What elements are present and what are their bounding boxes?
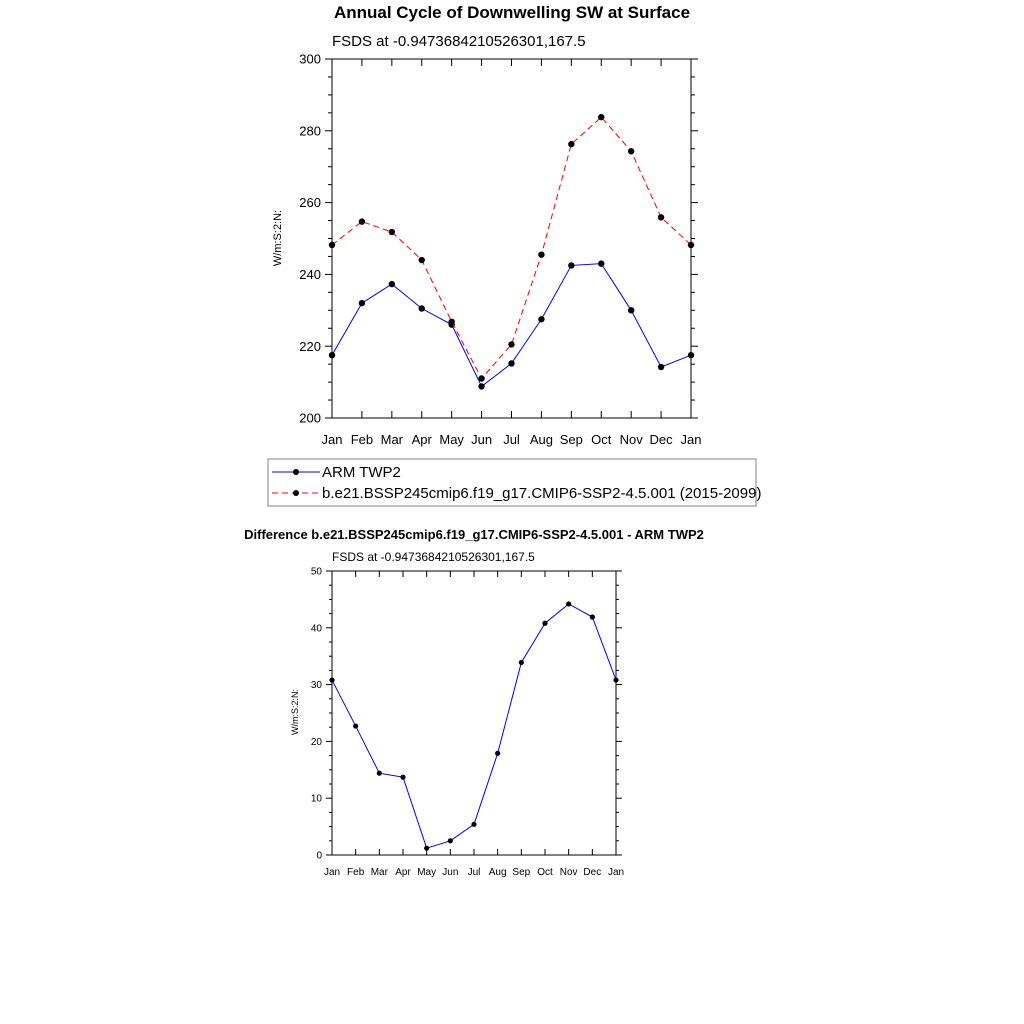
legend-label-model: b.e21.BSSP245cmip6.f19_g17.CMIP6-SSP2-4.5.001 (2015-2099) — [322, 485, 762, 502]
y-tick-label: 300 — [299, 51, 321, 67]
series-point-1 — [448, 319, 454, 325]
series-point-0 — [568, 262, 574, 268]
x-tick-label: Oct — [591, 432, 612, 447]
series-point-1 — [658, 214, 664, 220]
series-point-1 — [419, 257, 425, 263]
bottom-series-group — [329, 601, 618, 850]
top-chart — [272, 3, 701, 447]
series-point-0 — [688, 352, 694, 358]
series-point-0 — [377, 771, 382, 776]
x-tick-label: Feb — [347, 867, 365, 878]
x-tick-label: May — [439, 432, 464, 447]
series-point-1 — [478, 375, 484, 381]
y-tick-label: 20 — [310, 736, 322, 748]
x-tick-label: Dec — [583, 867, 602, 878]
bottom-axis-ticks — [311, 567, 624, 879]
series-point-0 — [353, 723, 358, 728]
series-point-0 — [424, 846, 429, 851]
bottom-plot-frame — [332, 571, 616, 855]
x-tick-label: Mar — [370, 867, 388, 878]
series-point-0 — [519, 660, 524, 665]
series-line-1 — [332, 117, 691, 378]
series-point-0 — [359, 300, 365, 306]
x-tick-label: Jul — [503, 432, 520, 447]
series-point-1 — [568, 141, 574, 147]
series-point-0 — [538, 316, 544, 322]
bottom-chart-subtitle: FSDS at -0.9473684210526301,167.5 — [332, 550, 535, 564]
series-point-0 — [542, 621, 547, 626]
series-point-1 — [538, 251, 544, 257]
series-line-0 — [332, 604, 616, 848]
series-point-0 — [590, 614, 595, 619]
series-point-1 — [688, 242, 694, 248]
x-tick-label: Aug — [529, 432, 553, 447]
x-tick-label: Jan — [321, 432, 343, 447]
x-tick-label: May — [417, 867, 437, 878]
y-tick-label: 50 — [310, 566, 322, 578]
x-tick-label: Jan — [680, 432, 702, 447]
y-tick-label: 260 — [299, 195, 321, 211]
series-point-1 — [389, 229, 395, 235]
x-tick-label: Jun — [442, 867, 459, 878]
top-legend — [268, 459, 761, 506]
legend-label-arm: ARM TWP2 — [322, 464, 401, 481]
series-point-1 — [359, 218, 365, 224]
y-tick-label: 0 — [316, 850, 322, 862]
top-series-group — [329, 114, 694, 390]
x-tick-label: Nov — [559, 867, 578, 878]
y-tick-label: 10 — [310, 793, 322, 805]
bottom-chart-title: Difference b.e21.BSSP245cmip6.f19_g17.CMIP6-SSP2-4.5.001 - ARM TWP2 — [244, 527, 704, 542]
series-point-0 — [508, 360, 514, 366]
x-tick-label: Jan — [607, 867, 625, 878]
x-tick-label: Aug — [488, 867, 507, 878]
x-tick-label: Apr — [395, 867, 411, 878]
x-tick-label: Mar — [380, 432, 404, 447]
x-tick-label: Oct — [537, 867, 553, 878]
x-tick-label: Feb — [350, 432, 374, 447]
series-point-1 — [628, 148, 634, 154]
x-tick-label: Jan — [323, 867, 341, 878]
y-tick-label: 280 — [299, 123, 321, 139]
x-tick-label: Jun — [471, 432, 493, 447]
series-point-0 — [448, 838, 453, 843]
series-point-1 — [598, 114, 604, 120]
y-tick-label: 200 — [299, 410, 321, 426]
series-point-0 — [478, 383, 484, 389]
y-tick-label: 240 — [299, 266, 321, 282]
series-point-0 — [329, 677, 334, 682]
y-tick-label: 40 — [310, 623, 322, 635]
top-chart-ylabel: W/m:S:2:N: — [272, 209, 284, 267]
x-tick-label: Sep — [512, 867, 531, 878]
series-point-0 — [628, 307, 634, 313]
legend-marker-arm — [293, 469, 299, 475]
series-point-1 — [329, 242, 335, 248]
top-chart-title: Annual Cycle of Downwelling SW at Surface — [333, 3, 691, 22]
series-point-0 — [400, 775, 405, 780]
x-tick-label: Nov — [619, 432, 643, 447]
y-tick-label: 220 — [299, 338, 321, 354]
series-point-0 — [658, 364, 664, 370]
x-tick-label: Sep — [559, 432, 583, 447]
series-point-0 — [613, 677, 618, 682]
x-tick-label: Apr — [411, 432, 432, 447]
series-line-0 — [332, 264, 691, 387]
series-point-0 — [598, 260, 604, 266]
x-tick-label: Dec — [649, 432, 673, 447]
series-point-0 — [495, 751, 500, 756]
series-point-0 — [389, 281, 395, 287]
series-point-0 — [329, 352, 335, 358]
series-point-0 — [419, 305, 425, 311]
series-point-0 — [566, 601, 571, 606]
series-point-0 — [471, 822, 476, 827]
top-chart-subtitle: FSDS at -0.9473684210526301,167.5 — [332, 33, 586, 50]
bottom-chart — [244, 527, 704, 878]
bottom-chart-ylabel: W/m:S:2:N: — [290, 688, 300, 736]
series-point-1 — [508, 341, 514, 347]
y-tick-label: 30 — [310, 680, 322, 692]
legend-marker-model — [293, 490, 299, 496]
top-axis-ticks — [299, 52, 701, 447]
x-tick-label: Jul — [467, 867, 481, 878]
